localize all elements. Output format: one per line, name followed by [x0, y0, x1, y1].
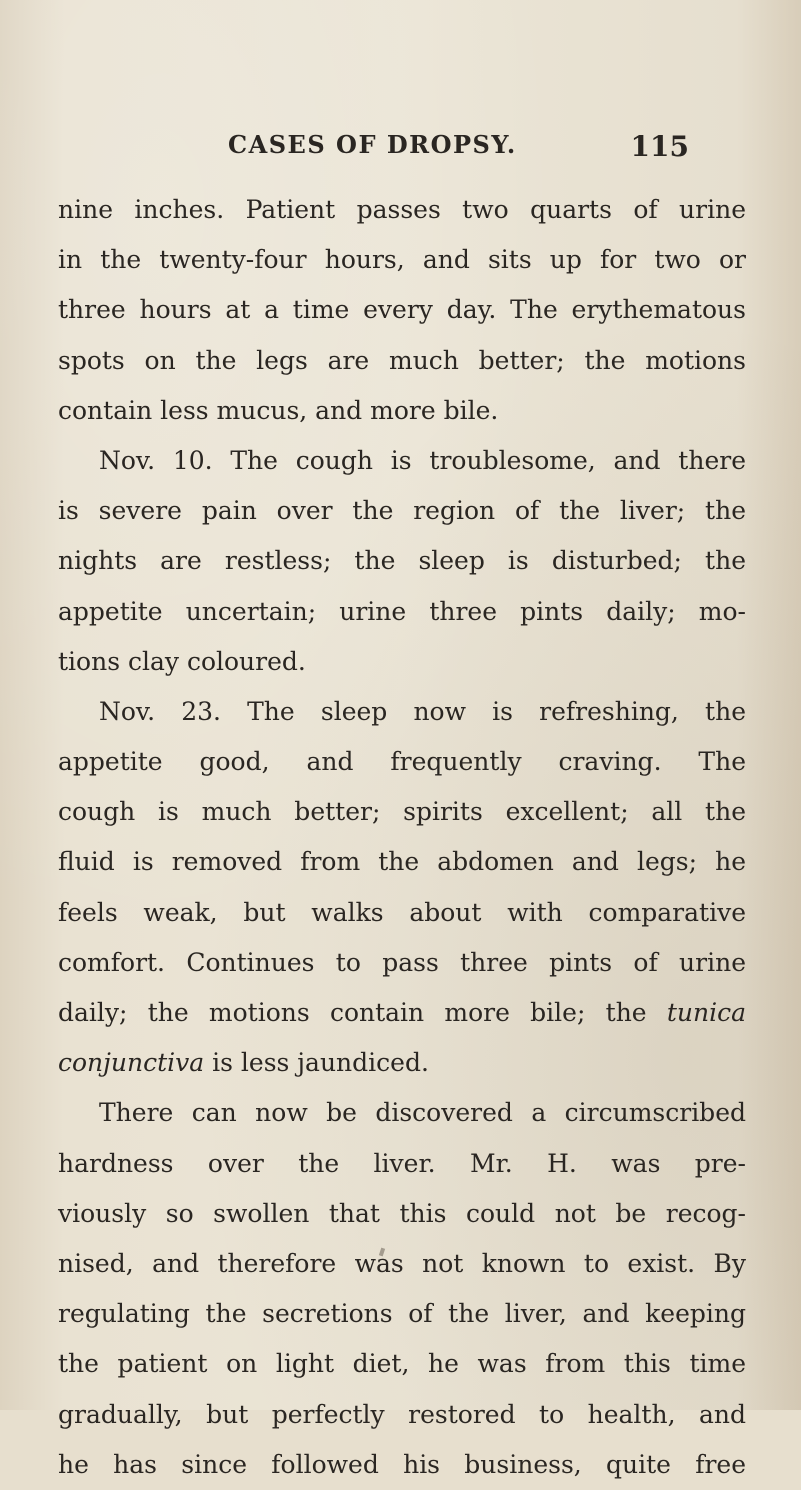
- text-line: appetite good, and frequently craving. The: [58, 747, 746, 777]
- text-line: the patient on light diet, he was from this time: [58, 1349, 746, 1379]
- text-line: contain less mucus, and more bile.: [58, 395, 499, 425]
- text-line: fluid is removed from the abdomen and legs; he: [58, 847, 746, 877]
- text-line: comfort. Continues to pass three pints of urine: [58, 947, 746, 977]
- text-line: nine inches. Patient passes two quarts of urine: [58, 195, 746, 224]
- text-line: regulating the secretions of the liver, and keeping: [58, 1299, 746, 1329]
- italic-text: tunica: [666, 998, 746, 1027]
- text-line: gradually, but perfectly restored to health, and: [58, 1399, 746, 1429]
- text-line: appetite uncertain; urine three pints daily; mo-: [58, 596, 746, 626]
- text-line: conjunctiva is less jaundiced.: [58, 1048, 429, 1078]
- body-text: [58, 185, 746, 1490]
- text-line: spots on the legs are much better; the motions: [58, 345, 746, 375]
- text-line: tions clay coloured.: [58, 646, 306, 676]
- text-line: three hours at a time every day. The erythematous: [58, 295, 746, 325]
- text-line: is severe pain over the region of the liver; the: [58, 496, 746, 526]
- text-line: There can now be discovered a circumscribed: [99, 1098, 746, 1128]
- text-line: cough is much better; spirits excellent; all the: [58, 797, 746, 827]
- text-line: hardness over the liver. Mr. H. was pre-: [58, 1148, 746, 1178]
- running-head: [0, 130, 801, 170]
- italic-text: conjunctiva: [58, 1048, 205, 1078]
- running-title: CASES OF DROPSY.: [228, 130, 517, 159]
- text-line: Nov. 10. The cough is troublesome, and there: [99, 445, 746, 475]
- text-line: Nov. 23. The sleep now is refreshing, the: [99, 696, 746, 726]
- text-line: he has since followed his business, quite free: [58, 1449, 746, 1479]
- text-line: in the twenty-four hours, and sits up for two or: [58, 245, 746, 275]
- page-number: 115: [630, 130, 689, 163]
- text-line: daily; the motions contain more bile; the tunica: [58, 998, 746, 1027]
- text-line: feels weak, but walks about with comparative: [58, 897, 746, 927]
- text-line: viously so swollen that this could not be recog-: [58, 1198, 746, 1228]
- text-line: nised, and therefore was not known to exist. By: [58, 1248, 746, 1278]
- text-line: nights are restless; the sleep is disturbed; the: [58, 546, 746, 576]
